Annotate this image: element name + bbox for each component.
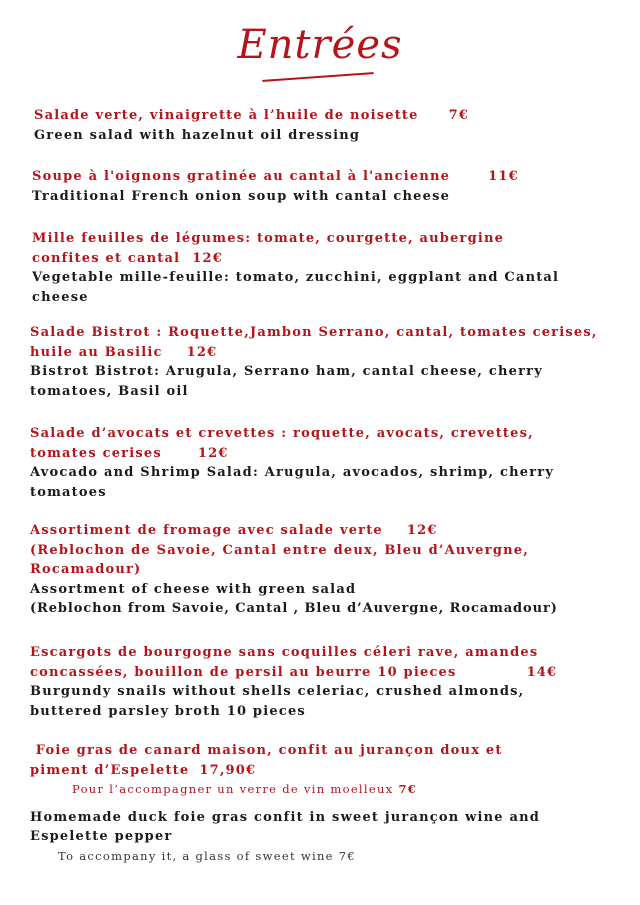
title-underline bbox=[262, 72, 374, 82]
menu-item bbox=[30, 741, 630, 866]
wine-pairing-text: Pour l’accompagner un verre de vin moelleux bbox=[72, 782, 394, 796]
dish-price: 12€ bbox=[197, 445, 229, 461]
dish-name-fr-line: Foie gras de canard maison, confit au jurançon doux et bbox=[30, 743, 503, 758]
dish-name-fr bbox=[30, 229, 630, 268]
dish-name-en-line: buttered parsley broth 10 pieces bbox=[30, 703, 306, 719]
menu-item bbox=[30, 521, 630, 619]
menu-item bbox=[30, 167, 630, 206]
dish-name-en-line: Espelette pepper bbox=[30, 829, 173, 844]
dish-price: 7€ bbox=[448, 108, 470, 123]
dish-name-en bbox=[30, 580, 630, 619]
dish-name-fr-line: (Reblochon de Savoie, Cantal entre deux, Bleu d’Auvergne, bbox=[30, 542, 529, 558]
dish-name-fr bbox=[30, 167, 630, 187]
dish-name-en-line: cheese bbox=[32, 289, 89, 305]
dish-price: 14€ bbox=[526, 664, 558, 680]
dish-name-en bbox=[30, 682, 630, 721]
dish-name-fr bbox=[30, 521, 630, 580]
wine-pairing-price: 7€ bbox=[398, 782, 418, 796]
dish-name-en-line: Bistrot Bistrot: Arugula, Serrano ham, cantal cheese, cherry bbox=[30, 364, 543, 379]
wine-pairing-note-en: To accompany it, a glass of sweet wine 7€ bbox=[58, 848, 356, 863]
dish-name-fr bbox=[30, 106, 630, 126]
dish-name-en bbox=[30, 268, 630, 307]
dish-name-fr-line: concassées, bouillon de persil au beurre 10 pieces bbox=[30, 664, 457, 680]
page-title: Entrées bbox=[237, 22, 403, 68]
dish-name-en-line: Avocado and Shrimp Salad: Arugula, avocados, shrimp, cherry bbox=[30, 465, 555, 480]
wine-pairing-note-fr bbox=[30, 780, 630, 800]
dish-name-fr-line: huile au Basilic bbox=[30, 344, 163, 360]
dish-name-fr-line: Salade Bistrot : Roquette,Jambon Serrano, cantal, tomates cerises, bbox=[30, 325, 598, 340]
dish-price: 12€ bbox=[406, 523, 438, 538]
dish-price: 11€ bbox=[488, 169, 519, 184]
dish-name-fr-line: Mille feuilles de légumes: tomate, courgette, aubergine bbox=[32, 231, 505, 246]
dish-name-en-line: tomatoes bbox=[30, 484, 107, 500]
dish-name-en-line: Assortment of cheese with green salad bbox=[30, 581, 357, 597]
dish-name-fr bbox=[30, 741, 630, 780]
dish-name-en bbox=[30, 463, 630, 502]
dish-name-en-line: Burgundy snails without shells celeriac, crushed almonds, bbox=[30, 684, 525, 699]
dish-name-fr-line: Soupe à l'oignons gratinée au cantal à l'ancienne bbox=[32, 169, 451, 184]
dish-name-fr-line: confites et cantal bbox=[32, 250, 181, 266]
dish-name-fr-line: piment d’Espelette bbox=[30, 762, 190, 778]
dish-name-fr-line: tomates cerises bbox=[30, 445, 162, 461]
menu-item bbox=[30, 323, 630, 401]
dish-name-en-line: Homemade duck foie gras confit in sweet jurançon wine and bbox=[30, 809, 541, 825]
dish-name-en bbox=[30, 808, 630, 847]
dish-name-fr-line: Salade verte, vinaigrette à l’huile de noisette bbox=[34, 108, 419, 123]
dish-price: 17,90€ bbox=[199, 762, 257, 778]
dish-name-fr-line: Salade d’avocats et crevettes : roquette, avocats, crevettes, bbox=[30, 426, 534, 441]
dish-name-en-line: Vegetable mille-feuille: tomato, zucchini, eggplant and Cantal bbox=[32, 270, 560, 285]
menu-item bbox=[30, 106, 630, 145]
menu-item bbox=[30, 643, 630, 721]
dish-name-en: Green salad with hazelnut oil dressing bbox=[34, 127, 361, 143]
dish-name-en-line: tomatoes, Basil oil bbox=[30, 383, 189, 399]
dish-name-fr bbox=[30, 424, 630, 463]
dish-name-en: Traditional French onion soup with cantal cheese bbox=[32, 188, 451, 204]
menu-item bbox=[30, 229, 630, 307]
dish-name-en-line: (Reblochon from Savoie, Cantal , Bleu d’Auvergne, Rocamadour) bbox=[30, 601, 558, 616]
dish-name-fr bbox=[30, 323, 630, 362]
dish-name-fr bbox=[30, 643, 630, 682]
dish-name-fr-line: Rocamadour) bbox=[30, 562, 142, 577]
dish-price: 12€ bbox=[186, 344, 218, 360]
dish-name-fr-line: Escargots de bourgogne sans coquilles céleri rave, amandes bbox=[30, 645, 539, 660]
dish-name-fr-line: Assortiment de fromage avec salade verte bbox=[30, 523, 383, 538]
menu-item bbox=[30, 424, 630, 502]
dish-name-en bbox=[30, 362, 630, 401]
dish-price: 12€ bbox=[192, 250, 223, 266]
